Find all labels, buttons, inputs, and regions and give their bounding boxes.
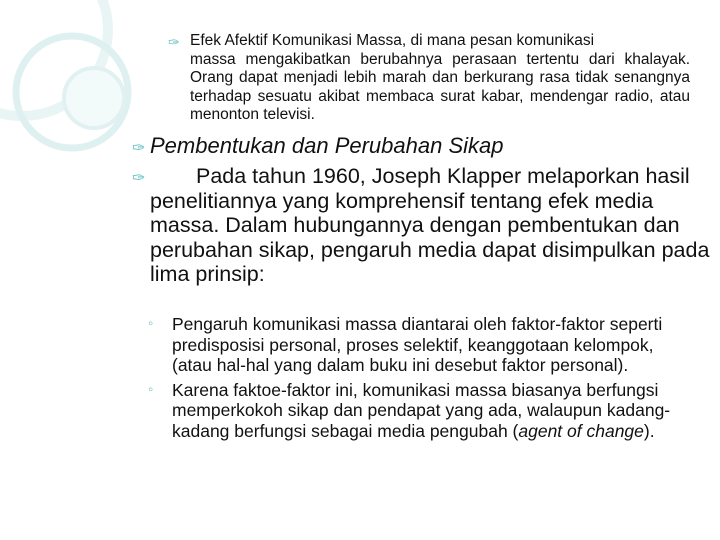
- leaf-bullet-icon: ✑: [168, 34, 180, 50]
- top-bullet-rest: massa mengakibatkan berubahnya perasaan tertentu dari khalayak. Orang dapat menjadi lebih marah dan berkurang rasa tidak senangnya terhadap sesuatu akibat membaca surat kabar, mendengar radio, atau menonton televisi.: [190, 50, 690, 123]
- sub-item-text-after: ).: [643, 420, 655, 441]
- ring-bullet-icon: ◦: [148, 380, 154, 398]
- top-bullet-line1: Efek Afektif Komunikasi Massa, di mana pesan komunikasi: [190, 32, 595, 49]
- section-heading: Pembentukan dan Perubahan Sikap: [150, 133, 504, 158]
- paragraph-rest: melaporkan hasil penelitiannya yang komprehensif tentang efek media massa. Dalam hubungannya dengan pembentukan dan perubahan sikap, pengaruh media dapat disimpulkan pada lima prinsip:: [150, 164, 710, 286]
- main-paragraph: [150, 164, 710, 287]
- list-item: [148, 380, 693, 442]
- sub-list: [148, 314, 693, 445]
- sub-item-italic: agent of change: [518, 420, 644, 441]
- list-item: [148, 314, 693, 376]
- paragraph-first-line: Pada tahun 1960, Joseph Klapper: [196, 164, 522, 188]
- leaf-bullet-icon: ✑: [132, 140, 146, 157]
- top-bullet-text: [176, 32, 690, 125]
- sub-item-text: Pengaruh komunikasi massa diantarai oleh faktor-faktor seperti predisposisi personal, proses selektif, keanggotaan kelompok, (atau hal-hal yang dalam buku ini desebut faktor personal).: [172, 314, 663, 375]
- ring-bullet-icon: ◦: [148, 315, 154, 332]
- sub-item-text-before: Karena faktoe-faktor ini, komunikasi massa biasanya berfungsi memperkokoh sikap dan pendapat yang ada, walaupun kadang-kadang berfungsi sebagai media pengubah (: [172, 379, 671, 441]
- leaf-bullet-icon: ✑: [132, 170, 146, 187]
